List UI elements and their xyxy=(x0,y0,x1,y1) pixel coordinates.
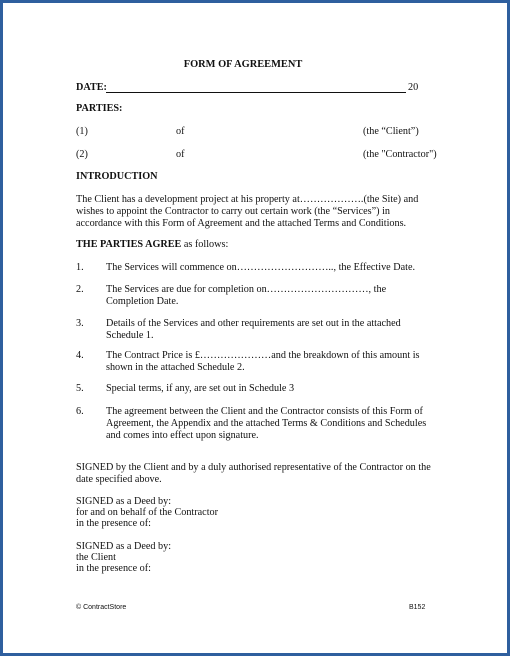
item-5-number: 5. xyxy=(76,383,84,394)
footer-copyright: © ContractStore xyxy=(76,604,127,611)
item-2-number: 2. xyxy=(76,284,84,295)
agree-heading-rest: as follows: xyxy=(181,239,229,250)
deed-contractor-line-2: for and on behalf of the Contractor xyxy=(76,507,219,518)
agree-heading-bold: THE PARTIES AGREE xyxy=(76,239,182,250)
document-title: FORM OF AGREEMENT xyxy=(183,59,303,70)
deed-client-line-3: in the presence of: xyxy=(76,563,151,574)
party-1-role: (the “Client”) xyxy=(363,126,419,137)
deed-client-line-1: SIGNED as a Deed by: xyxy=(76,541,172,552)
party-1-of: of xyxy=(176,126,185,137)
item-4-number: 4. xyxy=(76,350,84,361)
signed-statement: SIGNED by the Client and by a duly authorised representative of the Contractor on the date specified above. xyxy=(76,462,431,485)
item-3-text: Details of the Services and other requirements are set out in the attached Schedule 1. xyxy=(106,318,401,341)
party-2-of: of xyxy=(176,149,185,160)
introduction-text: The Client has a development project at his property at……………….(the Site) and wishes to appoint the Contractor to carry out certain work (the “Services”) in accordance with this Form of Agreement and the attached Terms and Conditions. xyxy=(76,194,419,229)
item-6-text: The agreement between the Client and the Contractor consists of this Form of Agreement, the Appendix and the attached Terms & Conditions and Schedules and comes into effect upon signature. xyxy=(106,406,427,441)
date-year: 20 xyxy=(408,82,419,93)
deed-contractor-line-1: SIGNED as a Deed by: xyxy=(76,496,172,507)
item-4-text: The Contract Price is £…………………and the breakdown of this amount is shown in the attached Schedule 2. xyxy=(106,350,420,373)
item-5-text: Special terms, if any, are set out in Schedule 3 xyxy=(106,383,295,394)
item-1-number: 1. xyxy=(76,262,84,273)
item-1-text: The Services will commence on……………………….., the Effective Date. xyxy=(106,262,416,273)
deed-client-line-2: the Client xyxy=(76,552,116,563)
item-6-number: 6. xyxy=(76,406,84,417)
item-2-text: The Services are due for completion on…………………………, the Completion Date. xyxy=(106,284,387,307)
item-3-number: 3. xyxy=(76,318,84,329)
deed-contractor-line-3: in the presence of: xyxy=(76,518,151,529)
party-1-number: (1) xyxy=(76,126,88,137)
agree-heading xyxy=(76,239,228,251)
introduction-heading: INTRODUCTION xyxy=(76,171,158,182)
party-2-role: (the "Contractor") xyxy=(363,149,437,160)
footer-reference: B152 xyxy=(409,604,426,611)
date-label: DATE: xyxy=(76,82,107,93)
parties-heading: PARTIES: xyxy=(76,103,123,114)
party-2-number: (2) xyxy=(76,149,88,160)
date-underline xyxy=(106,92,406,93)
